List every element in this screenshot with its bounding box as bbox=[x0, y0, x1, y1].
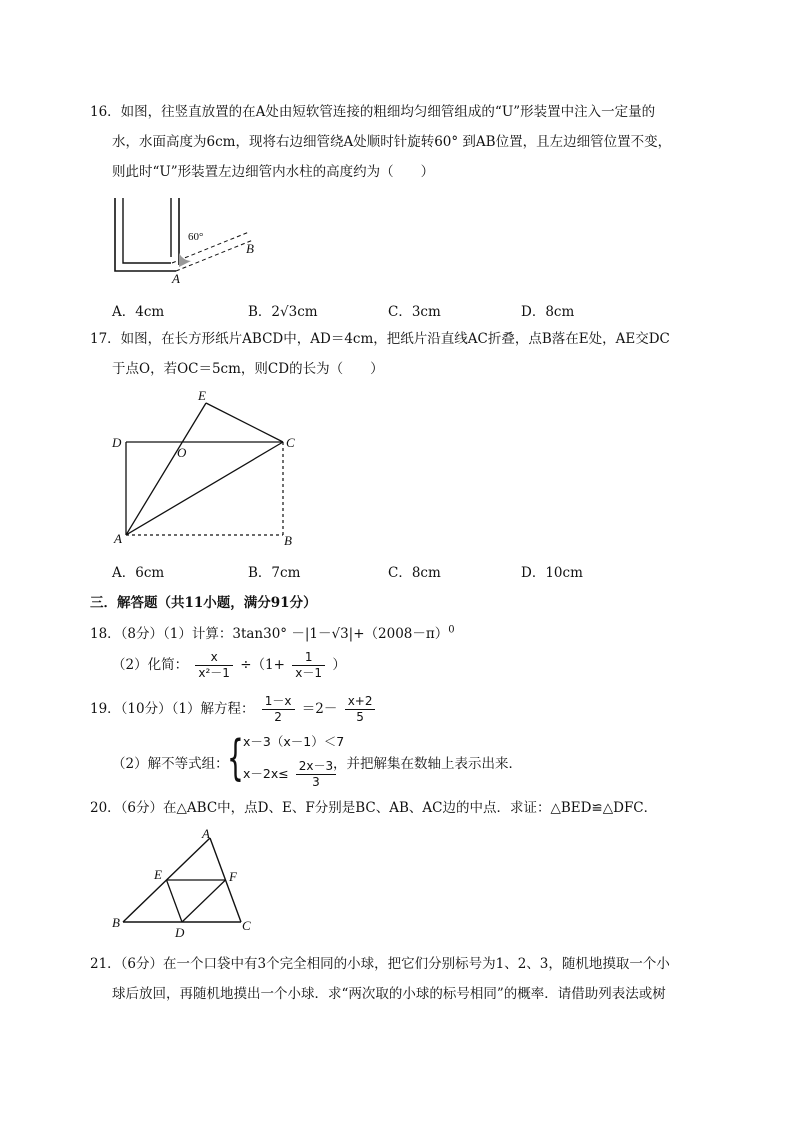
point-E-label: E bbox=[198, 388, 206, 403]
q18-part1-text: 18．（8分）（1）计算：3tan30° －|1－√3|+（2008－π） bbox=[90, 626, 449, 642]
q19-frac1-den: 2 bbox=[274, 710, 282, 724]
q17-choice-b[interactable]: B．7cm bbox=[248, 565, 301, 581]
q19-ineq2-den: 3 bbox=[312, 775, 320, 789]
point-B-label: B bbox=[284, 533, 292, 548]
point-C-label: C bbox=[286, 435, 295, 450]
q18-frac2 bbox=[292, 650, 325, 681]
q16-line1: 16．如图，往竖直放置的在A处由短软管连接的粗细均匀细管组成的“U”形装置中注入一定量的 bbox=[90, 104, 656, 120]
q17-line1: 17．如图，在长方形纸片ABCD中，AD＝4cm，把纸片沿直线AC折叠，点B落在E处，AE交DC bbox=[90, 331, 670, 347]
q19-frac1-num: 1－x bbox=[262, 694, 295, 710]
q16-line2: 水，水面高度为6cm，现将右边细管绕A处顺时针旋转60° 到AB位置，且左边细管位置不变， bbox=[112, 134, 672, 150]
q18-frac2-num: 1 bbox=[292, 650, 325, 666]
q20-text: 20．（6分）在△ABC中，点D、E、F分别是BC、AB、AC边的中点．求证：△BED≌△DFC． bbox=[90, 800, 658, 816]
point-B-label: B bbox=[112, 915, 120, 930]
q19-part2-prefix: （2）解不等式组： bbox=[112, 756, 229, 772]
q19-frac2-num: x+2 bbox=[345, 694, 376, 710]
tube-bottom-inner bbox=[123, 257, 171, 263]
left-brace: { bbox=[227, 730, 244, 786]
q18-close: ） bbox=[332, 657, 346, 673]
q19-part1-prefix: 19．（10分）（1）解方程： bbox=[90, 701, 255, 717]
segment-DF bbox=[182, 880, 226, 922]
segment-EC bbox=[206, 403, 283, 442]
q19-part2-suffix: ，并把解集在数轴上表示出来． bbox=[333, 756, 522, 772]
rotated-tube-lower bbox=[176, 240, 253, 271]
q17-choices bbox=[112, 561, 712, 581]
angle-label: 60° bbox=[188, 231, 204, 243]
point-E-label: E bbox=[154, 867, 162, 882]
q21-line1: 21．（6分）在一个口袋中有3个完全相同的小球，把它们分别标号为1、2、3，随机地摸取一个小 bbox=[90, 956, 670, 972]
q18-part1 bbox=[90, 622, 455, 642]
q19-ineq2-frac bbox=[296, 759, 336, 790]
point-C-label: C bbox=[242, 918, 251, 933]
q18-frac1-num: x bbox=[195, 650, 233, 666]
q19-part1 bbox=[90, 694, 378, 725]
q18-div: ÷（1+ bbox=[240, 657, 285, 673]
q19-frac1 bbox=[262, 694, 295, 725]
q17-choice-d[interactable]: D．10cm bbox=[521, 565, 583, 581]
q19-mid: ＝2－ bbox=[301, 701, 338, 717]
segment-ED bbox=[167, 880, 183, 922]
q19-ineq2-num: 2x－3 bbox=[296, 759, 336, 775]
u-tube-figure bbox=[108, 195, 268, 285]
q19-ineq2 bbox=[243, 759, 339, 790]
q19-frac2-den: 5 bbox=[356, 710, 364, 724]
q16-line3: 则此时“U”形装置左边细管内水柱的高度约为（ ） bbox=[112, 164, 435, 180]
q18-exponent: 0 bbox=[448, 624, 455, 636]
point-A-label: A bbox=[114, 531, 122, 546]
rotated-tube-upper bbox=[172, 232, 249, 263]
q18-part2 bbox=[112, 650, 346, 681]
tube-bottom-outer bbox=[115, 265, 176, 271]
angle-arc bbox=[179, 253, 191, 267]
q18-frac1 bbox=[195, 650, 233, 681]
q19-frac2 bbox=[345, 694, 376, 725]
segment-AE bbox=[126, 403, 206, 535]
point-D-label: D bbox=[112, 435, 122, 450]
q17-choice-a[interactable]: A．6cm bbox=[112, 565, 165, 581]
q19-ineq2-prefix: x－2x≤ bbox=[243, 766, 289, 781]
q16-choice-a[interactable]: A．4cm bbox=[112, 304, 165, 320]
point-A-label: A bbox=[172, 271, 180, 285]
q18-frac1-den: x²－1 bbox=[198, 666, 230, 680]
q16-choices bbox=[112, 300, 712, 320]
q17-line2: 于点O，若OC＝5cm，则CD的长为（ ） bbox=[112, 361, 384, 377]
point-B-label: B bbox=[246, 241, 254, 256]
q19-ineq1: x－3（x－1）＜7 bbox=[243, 734, 345, 749]
q17-choice-c[interactable]: C．8cm bbox=[388, 565, 441, 581]
q16-choice-c[interactable]: C．3cm bbox=[388, 304, 441, 320]
rectangle-fold-figure bbox=[108, 385, 308, 550]
point-D-label: D bbox=[175, 925, 185, 940]
q21-line2: 球后放回，再随机地摸出一个小球．求“两次取的小球的标号相同”的概率．请借助列表法或树 bbox=[112, 986, 666, 1002]
diagonal-AC bbox=[126, 442, 283, 535]
point-A-label: A bbox=[202, 826, 210, 841]
q18-part2-prefix: （2）化简： bbox=[112, 657, 189, 673]
q18-frac2-den: x－1 bbox=[295, 666, 323, 680]
q16-choice-b[interactable]: B．2√3cm bbox=[248, 304, 318, 320]
q16-choice-d[interactable]: D．8cm bbox=[521, 304, 575, 320]
point-O-label: O bbox=[177, 445, 187, 460]
point-F-label: F bbox=[229, 869, 237, 884]
triangle-figure bbox=[108, 826, 258, 944]
section-heading: 三．解答题（共11小题，满分91分） bbox=[90, 595, 317, 611]
